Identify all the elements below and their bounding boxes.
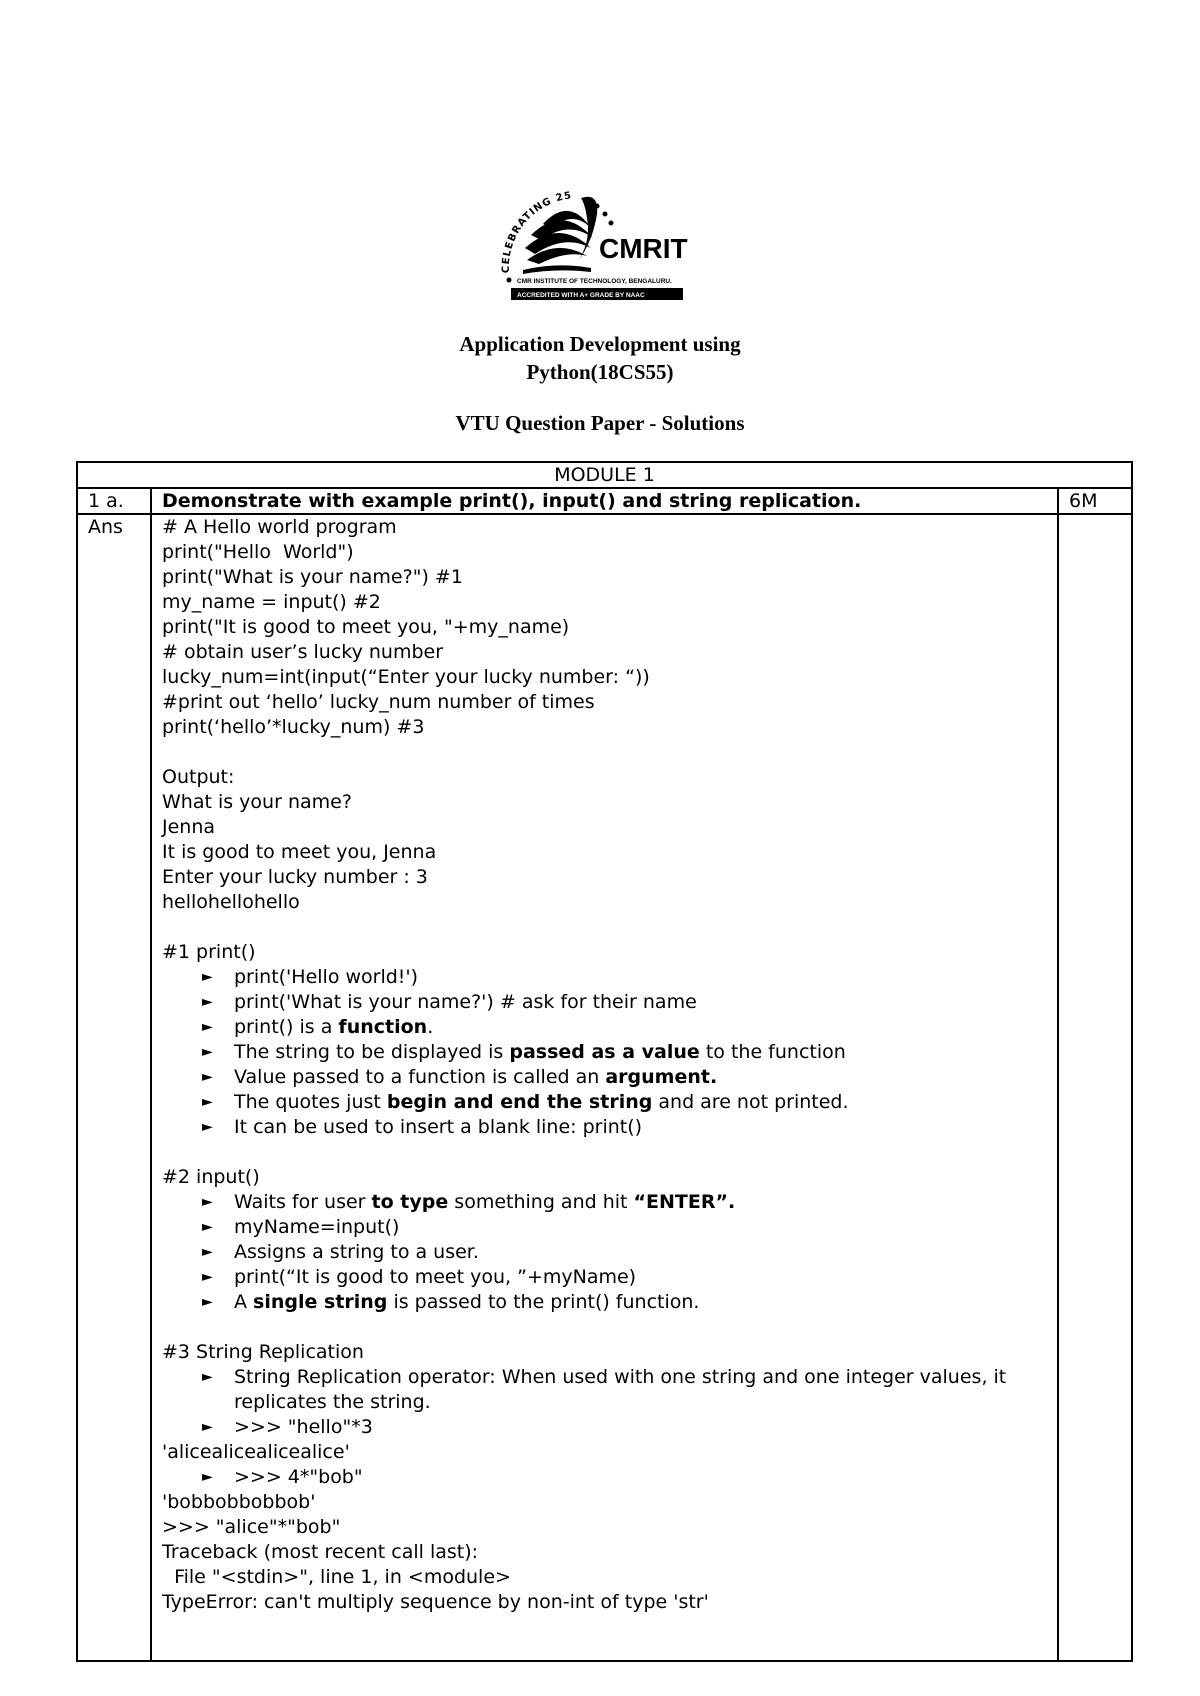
code-line: print("It is good to meet you, "+my_name) xyxy=(162,616,570,638)
repl-result: 'alicealicealicealice' xyxy=(162,1441,350,1463)
output-line: hellohellohello xyxy=(162,891,300,913)
output-line: Enter your lucky number : 3 xyxy=(162,866,428,888)
page-title xyxy=(0,330,1200,386)
code-line: lucky_num=int(input(“Enter your lucky number: “)) xyxy=(162,666,650,688)
bullet-item: ► It can be used to insert a blank line: print() xyxy=(162,1115,1047,1140)
code-line: #print out ‘hello’ lucky_num number of times xyxy=(162,691,595,713)
logo-accreditation: ACCREDITED WITH A+ GRADE BY NAAC xyxy=(517,292,645,299)
bullet-item: ► The string to be displayed is passed as a value to the function xyxy=(162,1040,1047,1065)
bullet-item: ► The quotes just begin and end the string and are not printed. xyxy=(162,1090,1047,1115)
swan-logo-icon xyxy=(487,178,717,308)
code-line: print(‘hello’*lucky_num) #3 xyxy=(162,716,425,738)
repl-result: Traceback (most recent call last): xyxy=(162,1541,479,1563)
answer-label: Ans xyxy=(77,514,151,1661)
bullet-item: ► Waits for user to type something and hit “ENTER”. xyxy=(162,1190,1047,1215)
repl-result: >>> "alice"*"bob" xyxy=(162,1516,341,1538)
question-number: 1 a. xyxy=(77,488,151,514)
bullet-item: ► Assigns a string to a user. xyxy=(162,1240,1047,1265)
logo-institute: CMR INSTITUTE OF TECHNOLOGY, BENGALURU. xyxy=(517,278,672,285)
code-line: # obtain user’s lucky number xyxy=(162,641,444,663)
logo-brand: CMRIT xyxy=(599,233,688,264)
title-line-1: Application Development using xyxy=(459,332,741,356)
bullet-item: ► A single string is passed to the print() function. xyxy=(162,1290,1047,1315)
bullet-item: ► print() is a function. xyxy=(162,1015,1047,1040)
output-label: Output: xyxy=(162,766,235,788)
repl-result: TypeError: can't multiply sequence by non-int of type 'str' xyxy=(162,1591,709,1613)
marks-column xyxy=(1058,514,1132,1661)
answer-body xyxy=(151,514,1058,1661)
logo-arc-text: CELEBRATING 25 xyxy=(500,190,573,274)
repl-result: 'bobbobbobbob' xyxy=(162,1491,316,1513)
question-table xyxy=(76,461,1133,1662)
section-input-heading: #2 input() xyxy=(162,1166,260,1188)
code-line: my_name = input() #2 xyxy=(162,591,381,613)
section-replication-heading: #3 String Replication xyxy=(162,1341,364,1363)
question-marks: 6M xyxy=(1058,488,1132,514)
output-line: Jenna xyxy=(162,816,216,838)
section-print-heading: #1 print() xyxy=(162,941,256,963)
page-subtitle: VTU Question Paper - Solutions xyxy=(455,411,745,435)
output-line: What is your name? xyxy=(162,791,352,813)
bullet-item: ► >>> 4*"bob" xyxy=(162,1465,1047,1490)
bullet-item: ► Value passed to a function is called an argument. xyxy=(162,1065,1047,1090)
bullet-item: ► print('Hello world!') xyxy=(162,965,1047,990)
question-text: Demonstrate with example print(), input() and string replication. xyxy=(151,488,1058,514)
bullet-item: ► myName=input() xyxy=(162,1215,1047,1240)
bullet-item: ► print(“It is good to meet you, ”+myName) xyxy=(162,1265,1047,1290)
output-line: It is good to meet you, Jenna xyxy=(162,841,437,863)
code-line: print("Hello World") xyxy=(162,541,354,563)
repl-result: File "<stdin>", line 1, in <module> xyxy=(162,1566,511,1588)
bullet-item: ► >>> "hello"*3 xyxy=(162,1415,1047,1440)
cmrit-logo xyxy=(487,178,717,308)
bullet-item: ► String Replication operator: When used with one string and one integer values, it replicates the string. xyxy=(162,1365,1047,1415)
title-line-2: Python(18CS55) xyxy=(526,360,674,384)
module-heading: MODULE 1 xyxy=(77,462,1132,488)
code-line: # A Hello world program xyxy=(162,516,397,538)
code-line: print("What is your name?") #1 xyxy=(162,566,463,588)
bullet-item: ► print('What is your name?') # ask for their name xyxy=(162,990,1047,1015)
